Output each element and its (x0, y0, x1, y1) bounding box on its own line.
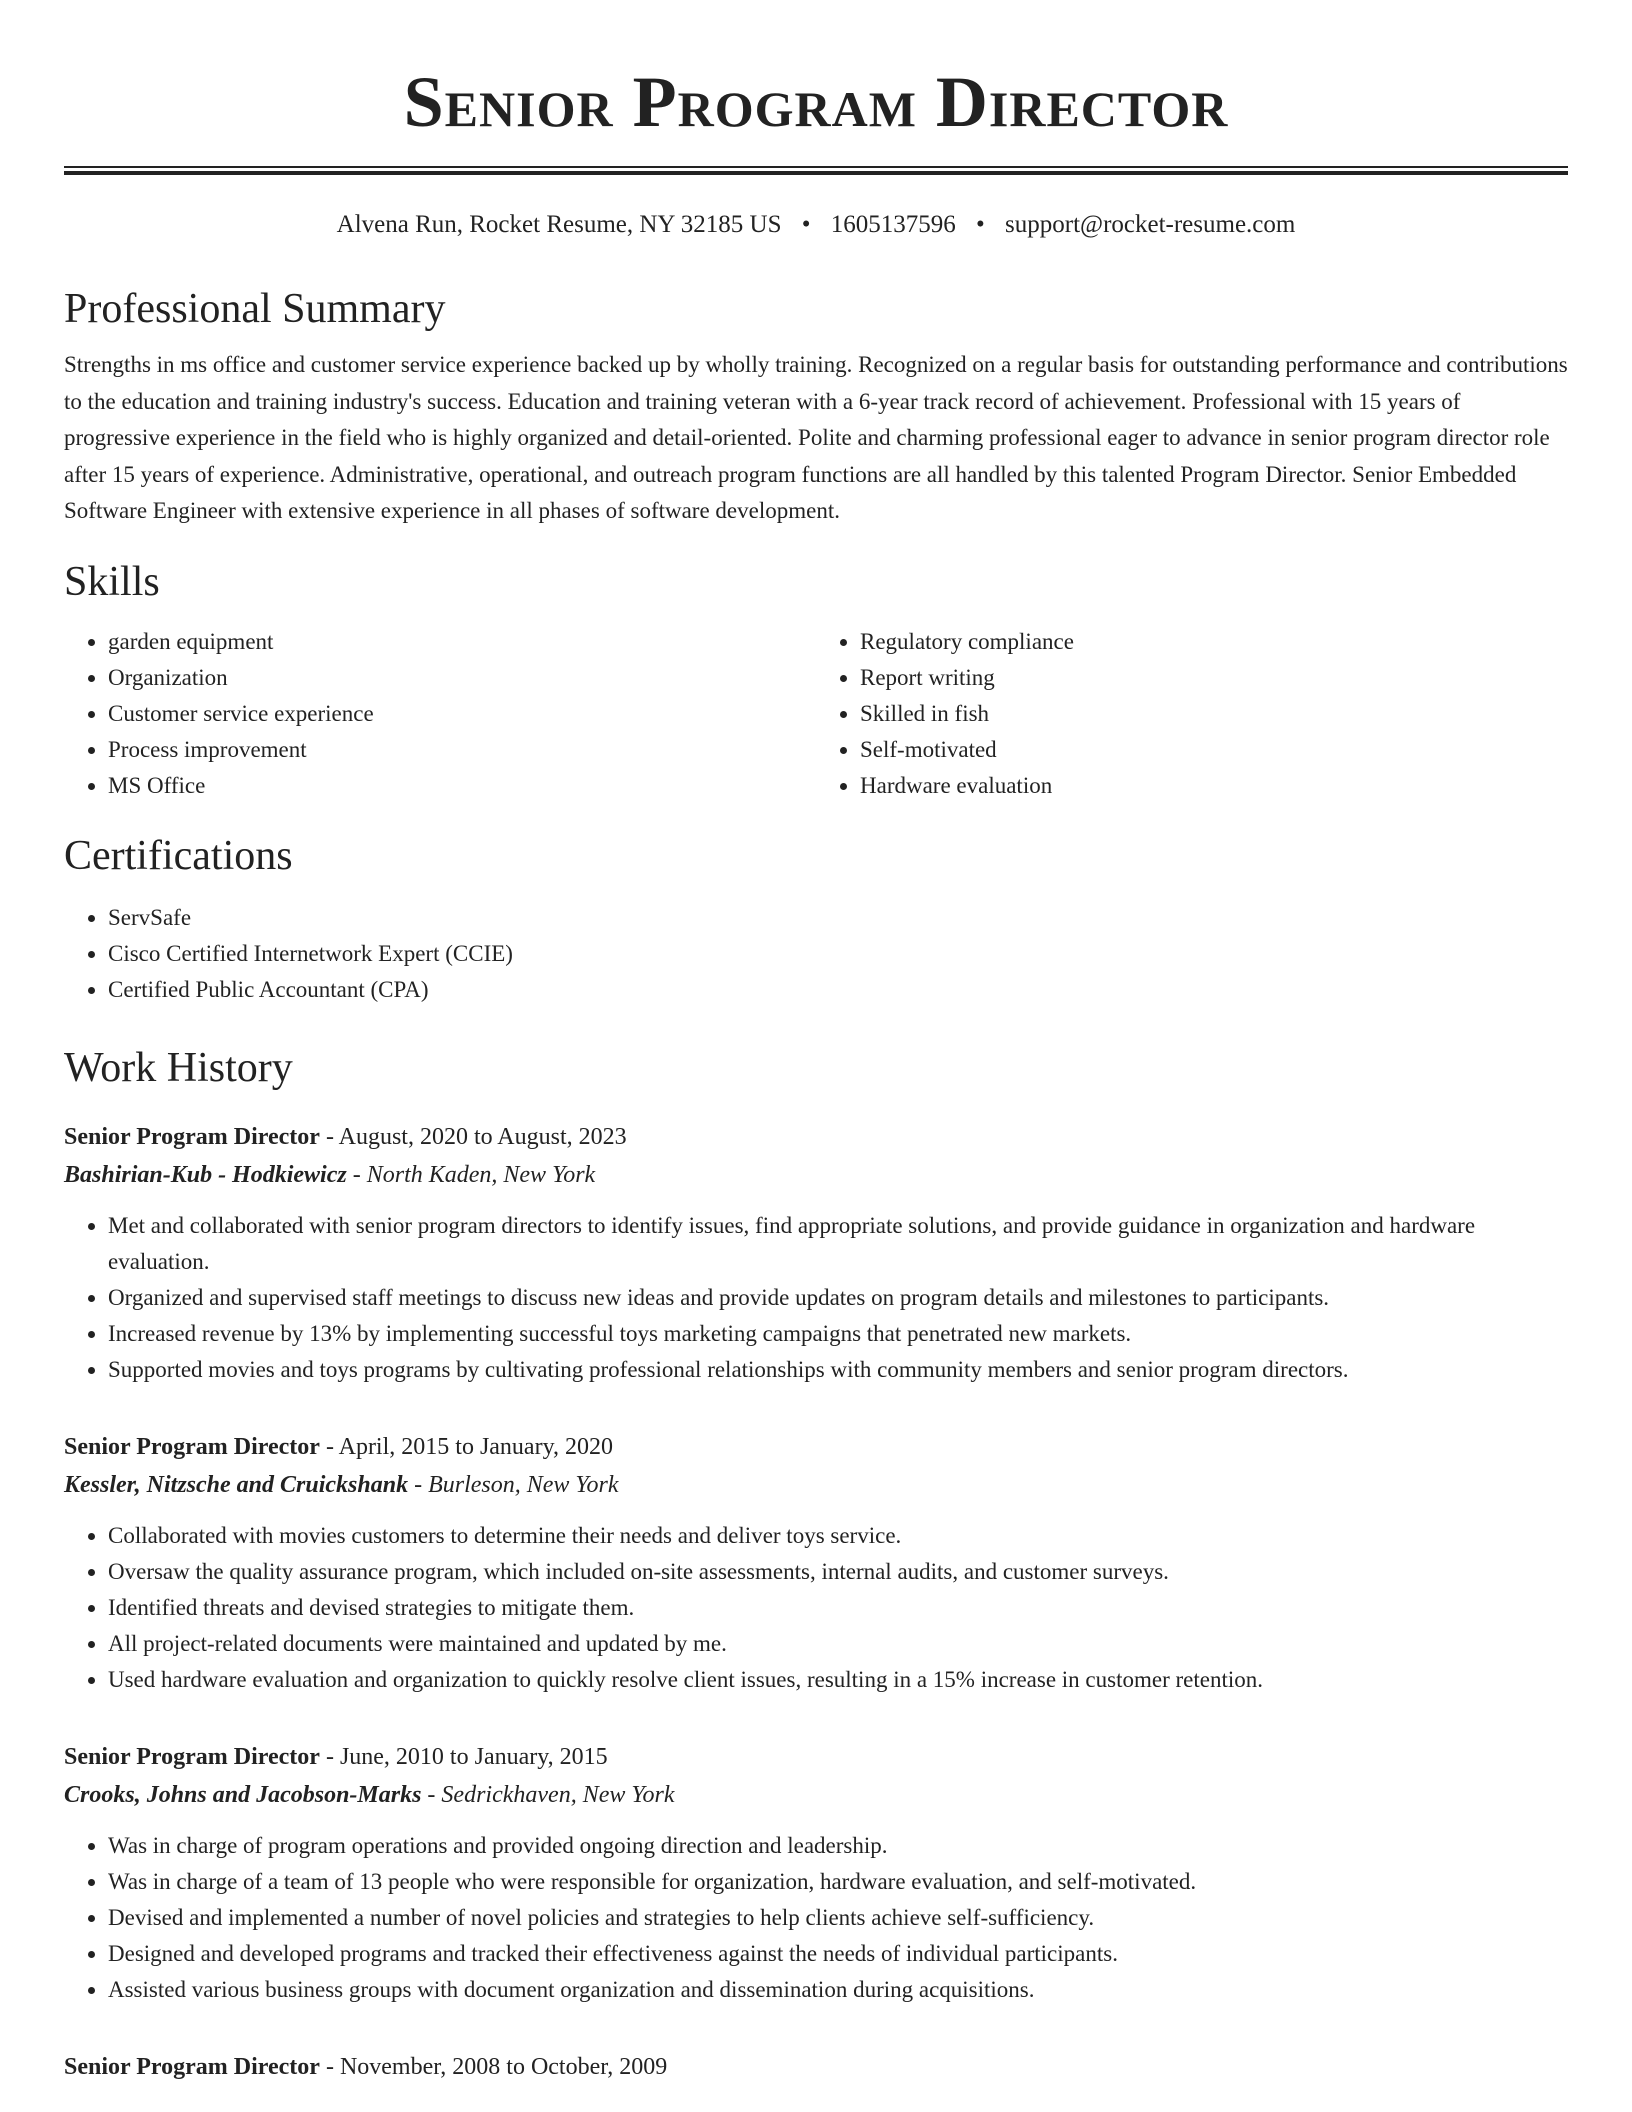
job-header (64, 1428, 1568, 1466)
job-title: Senior Program Director (64, 2053, 320, 2080)
job-title: Senior Program Director (64, 1743, 320, 1770)
job-title: Senior Program Director (64, 1123, 320, 1150)
job-header (64, 1738, 1568, 1776)
job-dates: August, 2020 to August, 2023 (338, 1123, 627, 1150)
contact-separator: • (976, 211, 985, 238)
certification-item: • ServSafe (108, 900, 1568, 936)
job-bullet: • Collaborated with movies customers to determine their needs and deliver toys service. (108, 1518, 1568, 1554)
job-company: Crooks, Johns and Jacobson-Marks (64, 1781, 422, 1808)
resume-name: Senior Program Director (403, 62, 1229, 142)
certifications-list (64, 900, 1568, 1008)
skill-item: • MS Office (108, 768, 816, 804)
job-bullet: • Increased revenue by 13% by implementing successful toys marketing campaigns that penetrated new markets. (108, 1316, 1568, 1352)
summary-heading: Professional Summary (64, 286, 446, 332)
job-location: Sedrickhaven, New York (441, 1781, 675, 1808)
job-entry (64, 1428, 1568, 1698)
job-bullet: • Designed and developed programs and tracked their effectiveness against the needs of individual participants. (108, 1936, 1568, 1972)
certification-item: • Cisco Certified Internetwork Expert (CCIE) (108, 936, 1568, 972)
contact-phone: 1605137596 (830, 211, 956, 238)
certification-item: • Certified Public Accountant (CPA) (108, 972, 1568, 1008)
skill-item: • Self-motivated (860, 732, 1568, 768)
job-dash: - (319, 1433, 339, 1460)
job-bullet: • Met and collaborated with senior program directors to identify issues, find appropriate solutions, and provide guidance in organization and hardware evaluation. (108, 1208, 1568, 1280)
job-bullets (64, 1828, 1568, 2008)
skill-item: • Report writing (860, 660, 1568, 696)
skills-list-left (64, 624, 816, 804)
job-bullet: • All project-related documents were maintained and updated by me. (108, 1626, 1568, 1662)
job-bullets (64, 1518, 1568, 1698)
job-bullet: • Used hardware evaluation and organization to quickly resolve client issues, resulting in a 15% increase in customer retention. (108, 1662, 1568, 1698)
header-divider (64, 166, 1568, 175)
job-dash: - (408, 1471, 429, 1498)
skills-columns (64, 624, 1568, 804)
job-bullet: • Supported movies and toys programs by cultivating professional relationships with community members and senior program directors. (108, 1352, 1568, 1388)
job-dash: - (421, 1781, 442, 1808)
job-company: Bashirian-Kub - Hodkiewicz (64, 1161, 347, 1188)
skill-item: • garden equipment (108, 624, 816, 660)
skill-item: • Organization (108, 660, 816, 696)
job-bullet: • Organized and supervised staff meetings to discuss new ideas and provide updates on program details and milestones to participants. (108, 1280, 1568, 1316)
contact-email: support@rocket-resume.com (1005, 211, 1296, 238)
skills-heading: Skills (64, 558, 160, 605)
job-location: North Kaden, New York (366, 1161, 596, 1188)
summary-text: Strengths in ms office and customer service experience backed up by wholly training. Recognized on a regular basis for outstanding performance and contributions to the education and training industry's success. Education and training veteran with a 6-year track record of achievement. Professional with 15 years of progressive experience in the field who is highly organized and detail-oriented. Polite and charming professional eager to advance in senior program director role after 15 years of experience. Administrative, operational, and outreach program functions are all handled by this talented Program Director. Senior Embedded Software Engineer with extensive experience in all phases of software development. (64, 352, 1568, 523)
job-dash: - (319, 2053, 340, 2080)
job-dash: - (319, 1743, 340, 1770)
job-location: Burleson, New York (428, 1471, 619, 1498)
job-entry (64, 2048, 1568, 2086)
skill-item: • Skilled in fish (860, 696, 1568, 732)
certifications-heading: Certifications (64, 832, 293, 879)
job-company-line (64, 1776, 1568, 1814)
job-bullet: • Identified threats and devised strategies to mitigate them. (108, 1590, 1568, 1626)
job-dates: November, 2008 to October, 2009 (339, 2053, 668, 2080)
skill-item: • Customer service experience (108, 696, 816, 732)
work-history-heading: Work History (64, 1044, 293, 1091)
job-dash: - (319, 1123, 339, 1150)
contact-line (64, 209, 1568, 241)
job-bullet: • Devised and implemented a number of novel policies and strategies to help clients achieve self-sufficiency. (108, 1900, 1568, 1936)
skill-item: • Process improvement (108, 732, 816, 768)
job-bullet: • Oversaw the quality assurance program, which included on-site assessments, internal audits, and customer surveys. (108, 1554, 1568, 1590)
job-company-line (64, 1466, 1568, 1504)
contact-address: Alvena Run, Rocket Resume, NY 32185 US (336, 211, 782, 238)
job-entry (64, 1738, 1568, 2008)
skill-item: • Regulatory compliance (860, 624, 1568, 660)
contact-separator: • (801, 211, 811, 238)
job-title: Senior Program Director (64, 1433, 320, 1460)
job-header (64, 1118, 1568, 1156)
job-dash: - (346, 1161, 367, 1188)
job-bullet: • Was in charge of a team of 13 people who were responsible for organization, hardware evaluation, and self-motivated. (108, 1864, 1568, 1900)
job-bullet: • Assisted various business groups with document organization and dissemination during acquisitions. (108, 1972, 1568, 2008)
job-bullets (64, 1208, 1568, 1388)
job-dates: June, 2010 to January, 2015 (339, 1743, 608, 1770)
job-entry (64, 1118, 1568, 1388)
job-dates: April, 2015 to January, 2020 (338, 1433, 614, 1460)
skill-item: • Hardware evaluation (860, 768, 1568, 804)
job-header (64, 2048, 1568, 2086)
skills-list-right (816, 624, 1568, 804)
job-company: Kessler, Nitzsche and Cruickshank (64, 1471, 409, 1498)
job-company-line (64, 1156, 1568, 1194)
job-bullet: • Was in charge of program operations and provided ongoing direction and leadership. (108, 1828, 1568, 1864)
